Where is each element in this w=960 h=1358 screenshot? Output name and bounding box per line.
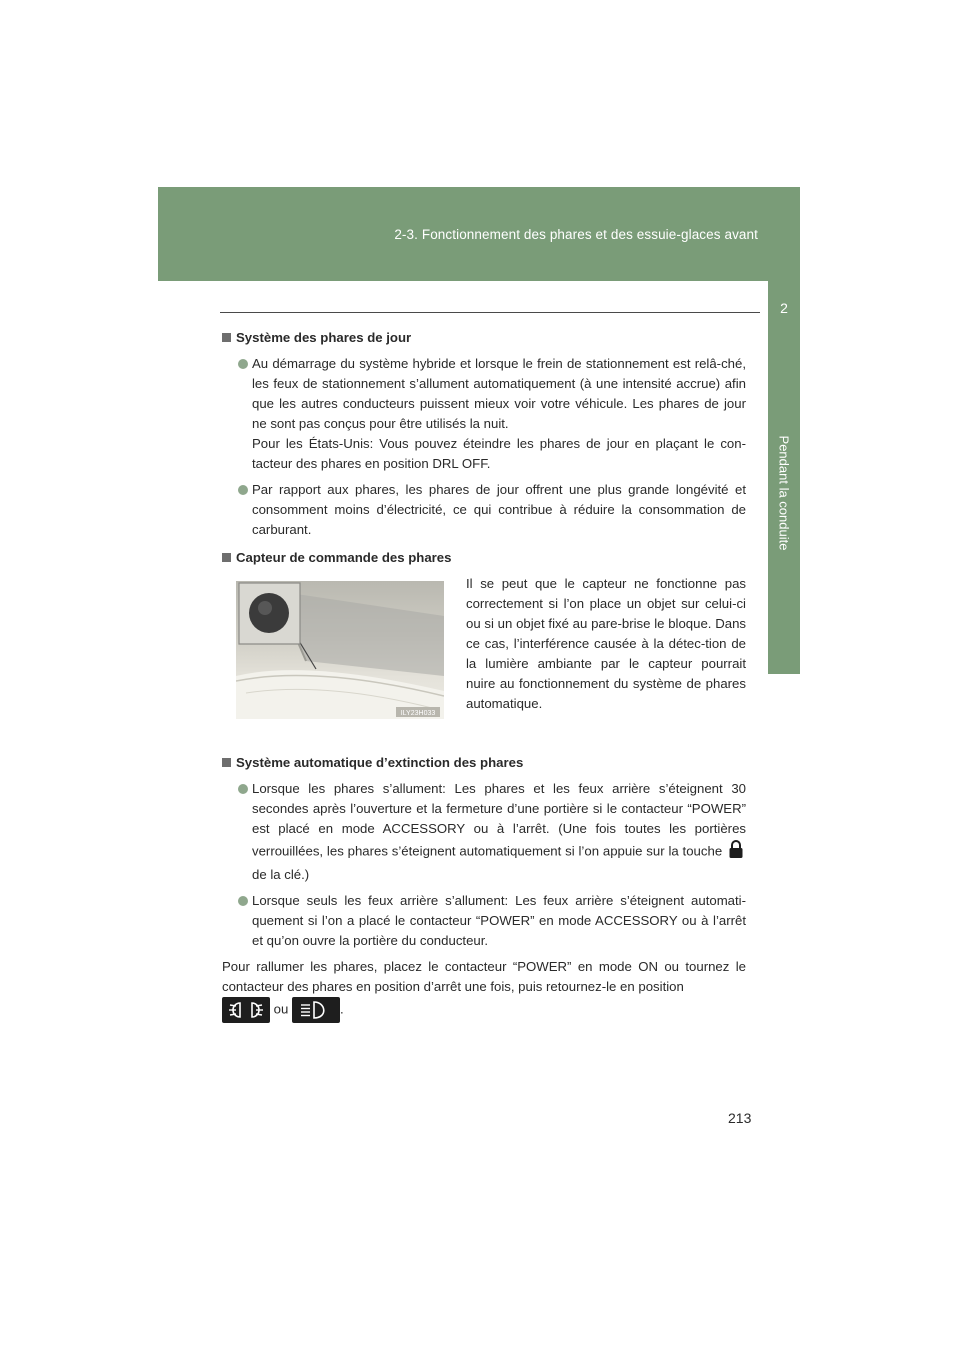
chapter-label: Pendant la conduite	[776, 435, 792, 551]
image-code-label: ILY23H033	[400, 710, 436, 717]
square-bullet-icon	[222, 553, 231, 562]
square-bullet-icon	[222, 758, 231, 767]
drl-bullet-1	[222, 354, 746, 474]
round-bullet-icon	[238, 485, 248, 495]
windshield-sensor-illustration	[236, 581, 444, 719]
headlamp-icon	[292, 997, 340, 1023]
section-header-title: 2-3. Fonctionnement des phares et des essuie-glaces avant	[394, 227, 758, 242]
square-bullet-icon	[222, 333, 231, 342]
sensor-section-heading	[222, 548, 746, 568]
auto-off-bullet-1-text-b: de la clé.)	[252, 867, 310, 882]
relight-instructions	[222, 957, 746, 1023]
drl-bullet-2	[222, 480, 746, 540]
round-bullet-icon	[238, 784, 248, 794]
drl-bullet-1-text: Au démarrage du système hybride et lorsque le frein de stationnement est relâ-ché, les feux de stationnement s’allument automatiquement (à une intensité accrue) afin que les autres conducteurs puissent mieux voir votre véhicule. Les phares de jour ne sont pas conçus pour être utilisés la nuit.	[252, 356, 746, 431]
auto-off-bullet-1	[222, 779, 746, 885]
sensor-block	[222, 574, 746, 741]
drl-bullet-1-us-note: Pour les États-Unis: Vous pouvez éteindre les phares de jour en plaçant le con-tacteur des phares en position DRL OFF.	[252, 436, 746, 471]
auto-off-bullet-2	[222, 891, 746, 951]
auto-off-section-heading	[222, 753, 746, 773]
windshield-sensor-image	[236, 581, 444, 719]
parking-lamp-icon	[222, 997, 270, 1023]
page-content	[222, 328, 746, 1023]
end-punctuation: .	[340, 1001, 344, 1017]
sensor-description: Il se peut que le capteur ne fonctionne pas correctement si l’on place un objet sur celui-ci ou si un objet fixé au pare-brise le bloque. Dans ce cas, l’interférence causée à la détec-tion de la lumière ambiante par le capteur pourrait nuire au fonctionnement du système de phares automatique.	[466, 576, 746, 711]
auto-off-section-title: Système automatique d’extinction des phares	[236, 755, 524, 770]
drl-section-heading	[222, 328, 746, 348]
or-word: ou	[273, 1001, 289, 1017]
auto-off-bullet-2-text: Lorsque seuls les feux arrière s’allument: Les feux arrière s’éteignent automati-quement si l’on a placé le contacteur “POWER” en mode ACCESSORY ou à l’arrêt et qu’on ouvre la portière du conducteur.	[252, 893, 746, 948]
round-bullet-icon	[238, 896, 248, 906]
sensor-section-title: Capteur de commande des phares	[236, 550, 452, 565]
drl-bullet-2-text: Par rapport aux phares, les phares de jour offrent une plus grande longévité et consomment moins d’électricité, ce qui contribue à réduire la consommation de carburant.	[252, 482, 746, 537]
chapter-number: 2	[780, 300, 788, 316]
chapter-side-tab	[768, 281, 800, 674]
round-bullet-icon	[238, 359, 248, 369]
chapter-header-band	[158, 187, 800, 281]
auto-off-bullet-1-text-a: Lorsque les phares s’allument: Les phares et les feux arrière s’éteignent 30 secondes après l’ouverture et la fermeture d’une portière si le contacteur “POWER” est placé en mode ACCESSORY ou à l’arrêt. (Une fois toutes les portières verrouillées, les phares s’éteignent automatiquement si l’on appuie sur la touche	[252, 781, 746, 859]
top-divider	[220, 312, 760, 313]
relight-text: Pour rallumer les phares, placez le contacteur “POWER” en mode ON ou tournez le contacteur des phares en position d’arrêt une fois, puis retournez-le en position	[222, 959, 746, 994]
drl-section-title: Système des phares de jour	[236, 330, 412, 345]
lock-icon	[726, 839, 746, 865]
page-number: 213	[728, 1110, 752, 1126]
